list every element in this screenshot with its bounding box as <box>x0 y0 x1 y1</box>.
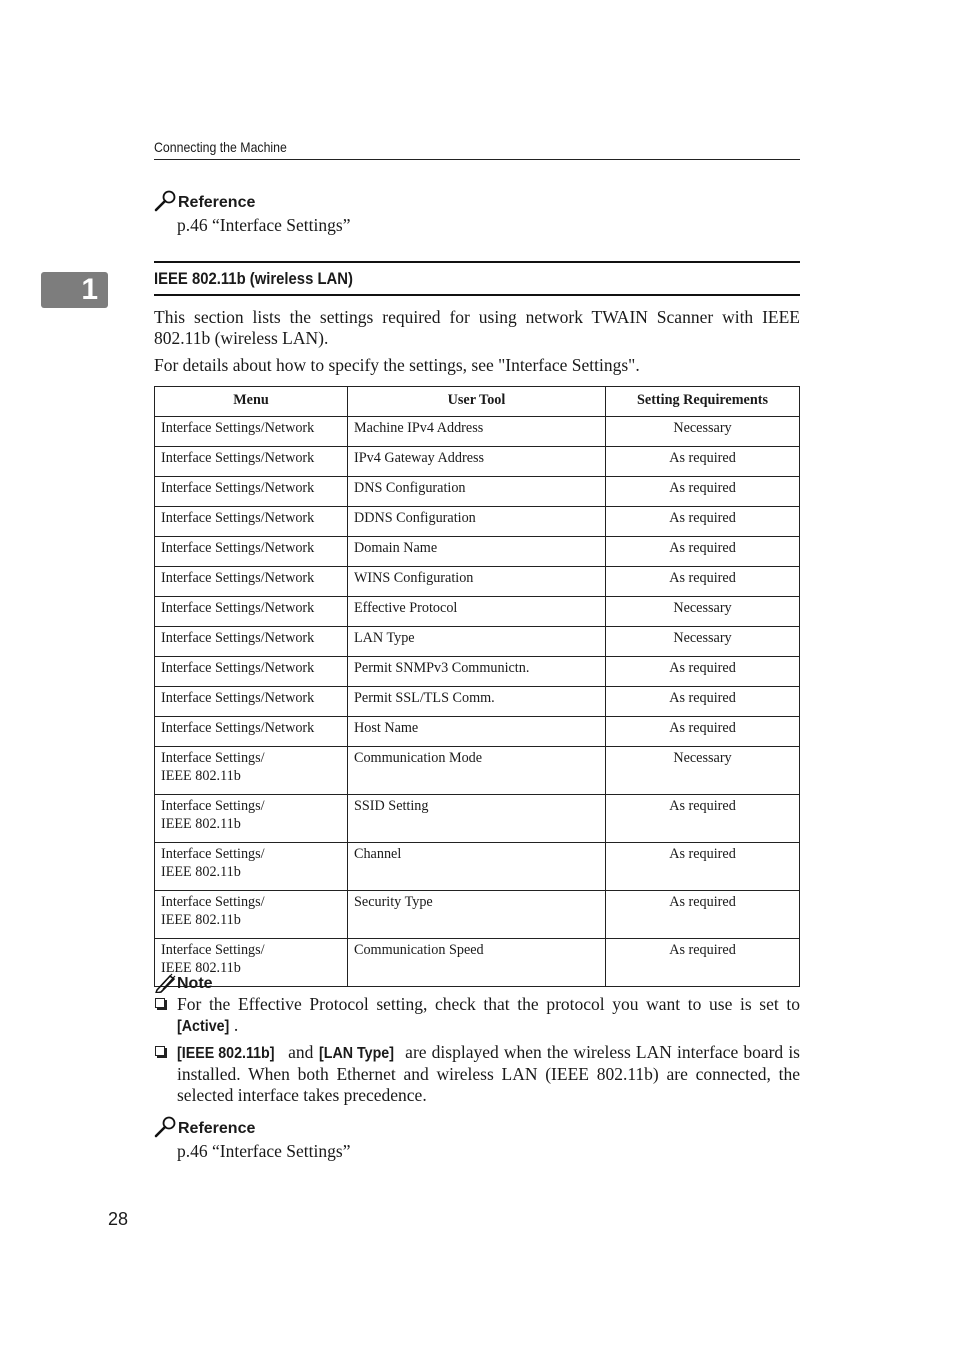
cell-user-tool: SSID Setting <box>348 795 606 843</box>
key-label-lan-type: [LAN Type] <box>318 1045 394 1062</box>
cell-user-tool: Permit SSL/TLS Comm. <box>348 687 606 717</box>
table-row <box>155 447 800 477</box>
magnifier-icon <box>154 1116 177 1138</box>
pencil-icon <box>154 973 177 993</box>
cell-user-tool: Communication Speed <box>348 939 606 987</box>
cell-setting-requirement: As required <box>606 795 800 843</box>
cell-setting-requirement: As required <box>606 891 800 939</box>
reference-link-text: p.46 “Interface Settings” <box>177 215 351 235</box>
cell-user-tool: DDNS Configuration <box>348 507 606 537</box>
running-head: Connecting the Machine <box>154 138 800 160</box>
cell-menu: Interface Settings/ IEEE 802.11b <box>155 843 348 891</box>
cell-setting-requirement: Necessary <box>606 627 800 657</box>
cell-menu: Interface Settings/Network <box>155 537 348 567</box>
cell-menu: Interface Settings/Network <box>155 627 348 657</box>
key-label-ieee: [IEEE 802.11b] <box>177 1045 275 1062</box>
cell-user-tool: DNS Configuration <box>348 477 606 507</box>
column-header-setting-requirements: Setting Requirements <box>606 387 800 417</box>
cell-user-tool: Communication Mode <box>348 747 606 795</box>
cell-user-tool: Security Type <box>348 891 606 939</box>
cell-setting-requirement: Necessary <box>606 417 800 447</box>
cell-setting-requirement: As required <box>606 567 800 597</box>
key-label-active: [Active] <box>177 1018 230 1035</box>
cell-menu: Interface Settings/Network <box>155 477 348 507</box>
cell-menu: Interface Settings/ IEEE 802.11b <box>155 747 348 795</box>
cell-menu: Interface Settings/Network <box>155 417 348 447</box>
reference-label: Reference <box>178 194 256 211</box>
note-text: . <box>233 1015 239 1035</box>
intro-paragraph: This section lists the settings required for using network TWAIN Scanner with IEEE 802.11b (wireless LAN). <box>154 307 800 348</box>
table-header-row <box>155 387 800 417</box>
table-row <box>155 537 800 567</box>
table-row <box>155 795 800 843</box>
details-paragraph: For details about how to specify the settings, see "Interface Settings". <box>154 355 640 375</box>
cell-menu: Interface Settings/Network <box>155 717 348 747</box>
table-row <box>155 687 800 717</box>
cell-setting-requirement: As required <box>606 843 800 891</box>
table-row <box>155 507 800 537</box>
table-row <box>155 657 800 687</box>
section-title: IEEE 802.11b (wireless LAN) <box>154 261 800 296</box>
cell-menu: Interface Settings/ IEEE 802.11b <box>155 891 348 939</box>
table-row <box>155 477 800 507</box>
cell-setting-requirement: As required <box>606 657 800 687</box>
cell-menu: Interface Settings/Network <box>155 687 348 717</box>
cell-setting-requirement: As required <box>606 507 800 537</box>
column-header-menu: Menu <box>155 387 348 417</box>
note-text: are displayed when the wireless LAN interface board is installed. When both Ethernet and wireless LAN (IEEE 802.11b) are connected, the selected interface takes precedence. <box>177 1042 800 1105</box>
cell-user-tool: LAN Type <box>348 627 606 657</box>
cell-user-tool: WINS Configuration <box>348 567 606 597</box>
cell-menu: Interface Settings/ IEEE 802.11b <box>155 795 348 843</box>
cell-menu: Interface Settings/Network <box>155 657 348 687</box>
reference-top <box>154 188 800 236</box>
cell-user-tool: Permit SNMPv3 Communictn. <box>348 657 606 687</box>
note-text: For the Effective Protocol setting, check that the protocol you want to use is set to <box>177 994 800 1014</box>
cell-setting-requirement: As required <box>606 447 800 477</box>
table-row <box>155 627 800 657</box>
note-item <box>154 1042 800 1106</box>
cell-menu: Interface Settings/Network <box>155 567 348 597</box>
column-header-user-tool: User Tool <box>348 387 606 417</box>
page-number: 28 <box>108 1209 129 1229</box>
table-row <box>155 597 800 627</box>
cell-setting-requirement: Necessary <box>606 747 800 795</box>
reference-link-text: p.46 “Interface Settings” <box>177 1141 351 1161</box>
table-row <box>155 843 800 891</box>
chapter-tab: 1 <box>41 272 108 308</box>
cell-user-tool: Host Name <box>348 717 606 747</box>
cell-setting-requirement: Necessary <box>606 597 800 627</box>
checkbox-icon <box>155 1046 165 1056</box>
cell-setting-requirement: As required <box>606 477 800 507</box>
table-row <box>155 891 800 939</box>
note-text: and <box>282 1042 319 1062</box>
cell-setting-requirement: As required <box>606 687 800 717</box>
note-item <box>154 994 800 1037</box>
checkbox-icon <box>155 998 165 1008</box>
cell-user-tool: IPv4 Gateway Address <box>348 447 606 477</box>
table-row <box>155 417 800 447</box>
note-block <box>154 969 800 1106</box>
cell-setting-requirement: As required <box>606 939 800 987</box>
magnifier-icon <box>154 190 177 212</box>
reference-bottom <box>154 1114 800 1162</box>
reference-label: Reference <box>178 1120 256 1137</box>
table-row <box>155 567 800 597</box>
table-row <box>155 747 800 795</box>
cell-user-tool: Machine IPv4 Address <box>348 417 606 447</box>
cell-user-tool: Domain Name <box>348 537 606 567</box>
settings-table <box>154 386 800 987</box>
cell-menu: Interface Settings/Network <box>155 597 348 627</box>
cell-menu: Interface Settings/ IEEE 802.11b <box>155 939 348 987</box>
cell-menu: Interface Settings/Network <box>155 447 348 477</box>
cell-setting-requirement: As required <box>606 717 800 747</box>
cell-menu: Interface Settings/Network <box>155 507 348 537</box>
note-label: Note <box>177 975 213 992</box>
cell-setting-requirement: As required <box>606 537 800 567</box>
table-row <box>155 717 800 747</box>
cell-user-tool: Effective Protocol <box>348 597 606 627</box>
cell-user-tool: Channel <box>348 843 606 891</box>
